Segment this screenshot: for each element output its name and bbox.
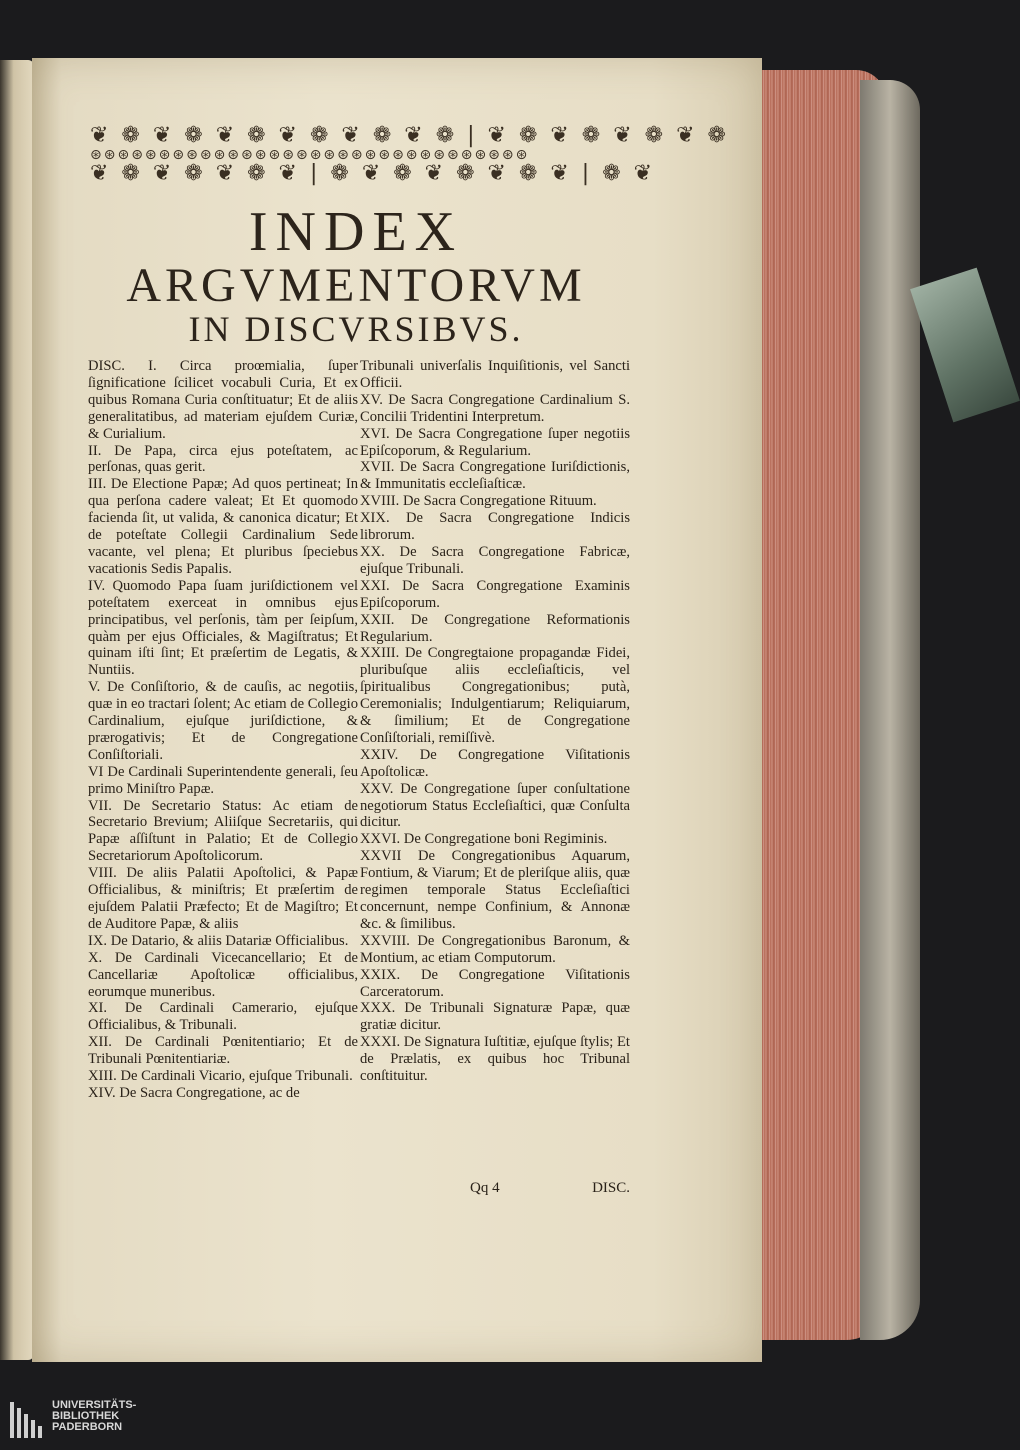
- library-logo-line2: BIBLIOTHEK: [52, 1410, 120, 1422]
- index-entry: [360, 781, 630, 832]
- decorative-ornament-band: [90, 123, 729, 195]
- index-entry: [88, 1034, 358, 1068]
- index-entry-number: XVIII.: [360, 493, 400, 510]
- index-entry: [360, 459, 630, 493]
- index-entry: [360, 967, 630, 1001]
- index-entry: [88, 1000, 358, 1034]
- index-entry-text: De Sacra Congregatione Cardinalium S. Concilii Tridentini Interpretum.: [360, 391, 630, 425]
- index-entry-number: XXIII.: [360, 645, 400, 662]
- index-entry-number: XII.: [88, 1034, 112, 1051]
- title-in-discursibus: IN DISCVRSIBVS.: [188, 309, 524, 349]
- index-entry-text: De Congregatione Viſitationis Carceratorum.: [360, 966, 630, 1000]
- index-entry-text: De Secretario Status: Ac etiam de Secretario Brevium; Aliiſque Secretariis, qui Papæ aſſiſtunt in Palatio; Et de Collegio Secretariorum Apoſtolicorum.: [88, 797, 358, 865]
- index-entry-number: XXV.: [360, 780, 394, 797]
- signature-mark: Qq 4: [470, 1180, 500, 1196]
- previous-page-edge: [0, 60, 34, 1360]
- index-entry-number: II.: [88, 442, 102, 459]
- catchword: DISC.: [592, 1180, 630, 1196]
- index-entry-text: De Electione Papæ; Ad quos pertineat; In qua perſona cadere valeat; Et Et quomodo facienda ſit, ut valida, & canonica dicatur; Et de poteſtate Collegii Cardinalium Sede vacante, vel plena; Et pluribus ſpeciebus vacationis Sedis Papalis.: [88, 476, 358, 577]
- index-entry: [360, 612, 630, 646]
- index-entry-text: Quomodo Papa ſuam juriſdictionem vel poteſtatem exerceat in omnibus ejus principatibus, vel perſonis, tàm per ſeipſum, quàm per ejus Officiales, & Magiſtratus; Et quinam iſti ſint; Et præſertim de Legatis, & Nuntiis.: [88, 577, 358, 679]
- ornament-row-top: ❦ ❁ ❦ ❁ ❦ ❁ ❦ ❁ ❦ ❁ ❦ ❁ | ❦ ❁ ❦ ❁ ❦ ❁ ❦ ❁: [90, 123, 729, 148]
- index-entry-text: De Tribunali Signaturæ Papæ, quæ gratiæ dicitur.: [360, 1000, 630, 1034]
- index-entry-number: XXIV.: [360, 746, 399, 763]
- index-entry: [88, 764, 358, 798]
- index-entry-number: VIII.: [88, 865, 117, 882]
- index-entry-text: De Cardinali Pœnitentiario; Et de Tribunali Pœnitentiariæ.: [88, 1034, 358, 1068]
- library-logo-icon: [10, 1402, 46, 1438]
- index-entry-text: De Sacra Congregatione Indicis librorum.: [360, 510, 630, 544]
- index-entry-number: XXVII: [360, 848, 402, 865]
- index-entry-number: X.: [88, 949, 103, 966]
- index-entry-number: XVI.: [360, 425, 390, 442]
- book-cover: [860, 80, 920, 1340]
- index-entry: [360, 1034, 630, 1085]
- index-entry-text: De aliis Palatii Apoſtolici, & Papæ Officialibus, & miniſtris; Et præſertim de ejuſdem Palatii Præfecto; Et de Magiſtro; Et de Auditore Papæ, & aliis: [88, 865, 358, 932]
- index-entry-number: III.: [88, 476, 107, 493]
- index-entry-number: IX.: [88, 932, 108, 949]
- index-entry-text: De Congregatione Viſitationis Apoſtolicæ.: [360, 746, 631, 780]
- index-entry-number: XV.: [360, 391, 383, 408]
- index-entry: [360, 848, 630, 933]
- index-entry-text: De Sacra Congregatione, ac de: [119, 1084, 300, 1101]
- index-entry-number: XXII.: [360, 611, 395, 628]
- index-entry: [360, 933, 630, 967]
- index-entry-text: De Congregatione Reformationis Regularium.: [360, 611, 630, 645]
- index-entry-text: De Signatura Iuſtitiæ, ejuſque ſtylis; Et de Prælatis, ex quibus hoc Tribunal conſtituitur.: [360, 1034, 630, 1085]
- index-entry-text: De Cardinali Camerario, ejuſque Officialibus, & Tribunali.: [88, 1000, 358, 1034]
- index-entry-number: XXVIII.: [360, 932, 410, 949]
- title-argumentorum: ARGVMENTORVM: [126, 259, 586, 312]
- index-entry-number: XIII.: [88, 1068, 117, 1085]
- index-entry: [88, 679, 358, 764]
- index-entry-text: De Sacra Congregatione ſuper negotiis Epiſcoporum, & Regularium.: [360, 425, 630, 459]
- library-logo-line1: UNIVERSITÄTS-: [52, 1399, 137, 1411]
- index-entry: [360, 426, 630, 460]
- index-entry: [88, 476, 358, 577]
- index-entry-number: XXI.: [360, 577, 390, 594]
- index-entry: [360, 510, 630, 544]
- index-entry-number: XI.: [88, 1000, 108, 1017]
- index-entry-number: DISC. I.: [88, 358, 157, 374]
- index-entry: [360, 578, 630, 612]
- index-entry-number: XIV.: [88, 1084, 116, 1101]
- index-entry-text: De Congregationibus Aquarum, Fontium, & Viarum; Et de pleriſque aliis, quæ regimen temporale Status Eccleſiaſtici concernunt, nempe Confinium, & Annonæ &c. & ſimilibus.: [360, 848, 630, 932]
- page-footer: [470, 1180, 630, 1200]
- index-entry: [88, 933, 358, 950]
- index-entry-number: IV.: [88, 577, 106, 594]
- index-entry: [88, 798, 358, 866]
- index-entry: [360, 747, 630, 781]
- index-entry-text: De Congregatione boni Regiminis.: [403, 831, 608, 848]
- index-entry: [88, 358, 358, 443]
- index-entry-number: XXVI.: [360, 831, 401, 848]
- index-entry-text: De Congregatione ſuper conſultatione negotiorum Status Eccleſiaſtici, quæ Conſulta dicitur.: [360, 780, 630, 831]
- index-entry-text: De Sacra Congregatione Iuriſdictionis, & Immunitatis eccleſiaſticæ.: [360, 459, 630, 493]
- index-entry-number: XVII.: [360, 459, 395, 476]
- index-entry: [88, 1085, 358, 1102]
- index-entry-text: De Cardinali Vicario, ejuſque Tribunali.: [120, 1068, 353, 1085]
- index-entry-text: De Cardinali Vicecancellario; Et de Cancellariæ Apoſtolicæ officialibus, eorumque muneribus.: [88, 949, 358, 1000]
- index-entry-text: De Sacra Congregatione Rituum.: [402, 493, 597, 510]
- index-entry-number: VII.: [88, 797, 112, 814]
- index-entry-text: De Congregationibus Baronum, & Montium, ac etiam Computorum.: [360, 932, 630, 966]
- index-entry: [360, 358, 630, 392]
- index-entry-number: XX.: [360, 543, 385, 560]
- index-entry-number: XXXI.: [360, 1034, 401, 1051]
- library-logo-line3: PADERBORN: [52, 1421, 123, 1433]
- index-entry-number: XXX.: [360, 1000, 396, 1017]
- index-entry: [88, 578, 358, 679]
- index-entry-number: V.: [88, 679, 101, 696]
- index-entry-number: XIX.: [360, 510, 390, 527]
- book-clasp: [910, 268, 1020, 423]
- index-column-left: [88, 358, 358, 1102]
- index-entry-text: De Congregtaione propagandæ Fidei, pluribuſque aliis eccleſiaſticis, vel ſpiritualibus Congregationibus; putà, Ceremonialis; Indulgentiarum; Reliquiarum, & ſimilium; Et de Congregatione Conſiſtoriali, remiſſivè.: [360, 645, 631, 746]
- index-entry: [88, 865, 358, 933]
- index-entry-text: De Sacra Congregatione Examinis Epiſcoporum.: [360, 577, 630, 611]
- ornament-row-middle: ⊛⊛⊛⊛⊛⊛⊛⊛⊛⊛⊛⊛⊛⊛⊛⊛⊛⊛⊛⊛⊛⊛⊛⊛⊛⊛⊛⊛⊛⊛⊛⊛: [90, 147, 530, 163]
- index-entry-number: XXIX.: [360, 966, 401, 983]
- index-column-right: [360, 358, 630, 1085]
- index-entry-number: VI: [88, 763, 104, 780]
- index-entry: [360, 831, 630, 848]
- title-index: INDEX: [248, 201, 464, 263]
- index-entry-text: Tribunali univerſalis Inquiſitionis, vel Sancti Officii.: [360, 358, 630, 391]
- ornament-row-bottom: ❦ ❁ ❦ ❁ ❦ ❁ ❦ | ❁ ❦ ❁ ❦ ❁ ❦ ❁ ❦ | ❁ ❦: [90, 161, 656, 186]
- index-entry-text: De Cardinali Superintendente generali, ſeu primo Miniſtro Papæ.: [88, 763, 358, 797]
- index-entry-text: De Conſiſtorio, & de cauſis, ac negotiis, quæ in eo tractari ſolent; Ac etiam de Collegio Cardinalium, ejuſque juriſdictione, & prærogativis; Et de Congregatione Conſiſtoriali.: [88, 679, 358, 763]
- index-entry: [360, 392, 630, 426]
- index-entry: [88, 443, 358, 477]
- index-entry-text: Circa proœmialia, ſuper ſignificatione ſcilicet vocabuli Curia, Et ex quibus Romana Curia conſtituatur; Et de aliis generalitatibus, ad materiam ejuſdem Curiæ, & Curialium.: [88, 358, 358, 442]
- index-entry: [360, 493, 630, 510]
- index-entry: [360, 1000, 630, 1034]
- index-entry-text: De Sacra Congregatione Fabricæ, ejuſque Tribunali.: [360, 543, 630, 577]
- index-entry-text: De Datario, & aliis Datariæ Officialibus.: [110, 932, 349, 949]
- index-entry: [360, 544, 630, 578]
- index-entry-text: De Papa, circa ejus poteſtatem, ac perſonas, quas gerit.: [88, 442, 358, 476]
- index-entry: [88, 950, 358, 1001]
- index-entry: [360, 645, 630, 746]
- index-entry: [88, 1068, 358, 1085]
